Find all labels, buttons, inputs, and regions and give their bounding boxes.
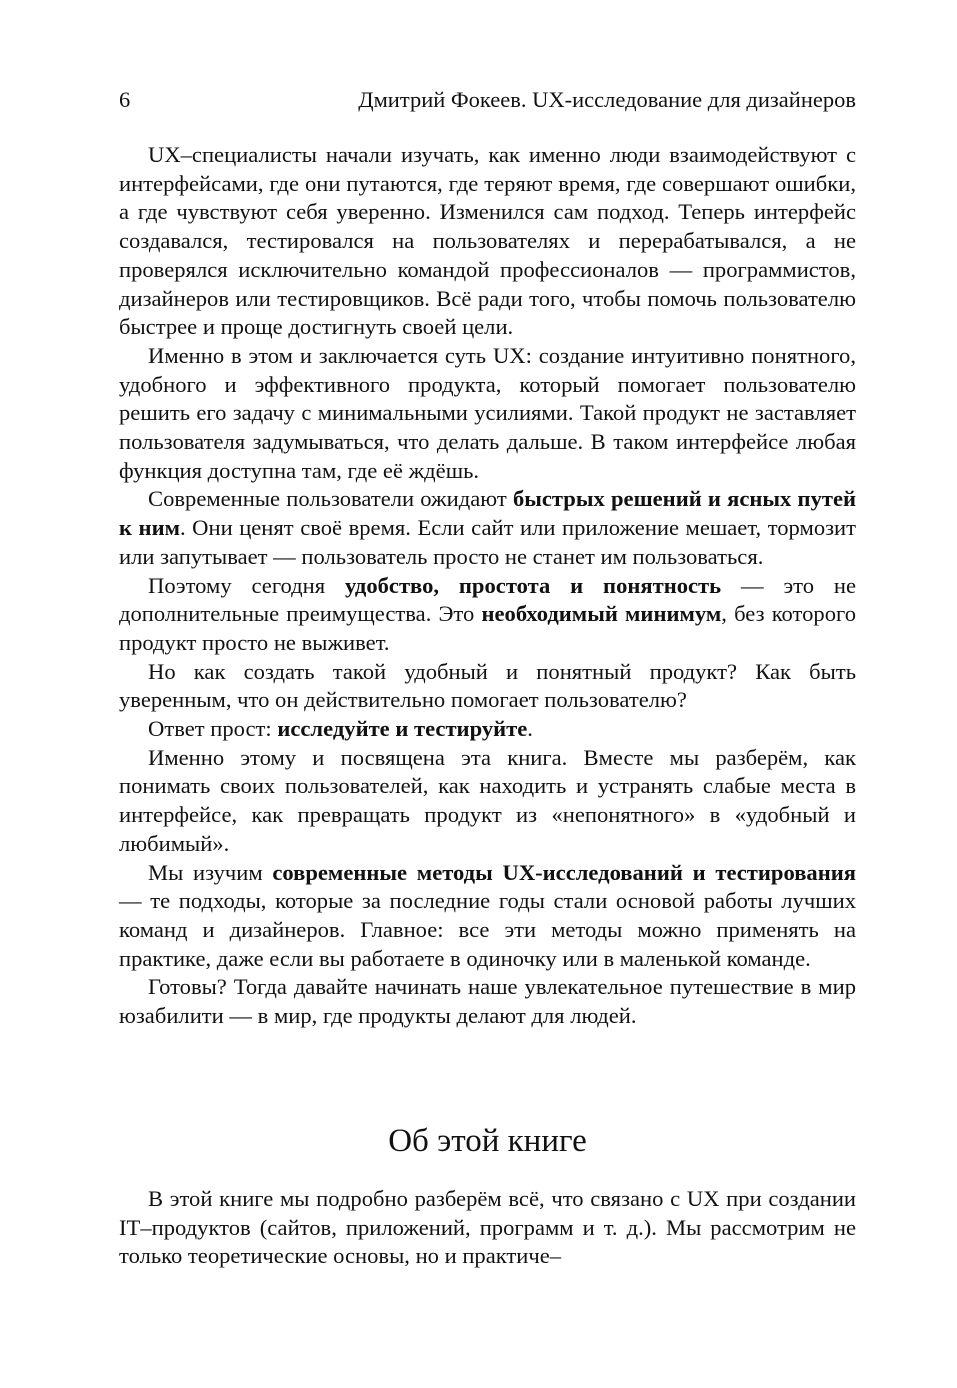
text-run: — это не дополнительные преимущества. Это bbox=[119, 572, 856, 627]
page-number: 6 bbox=[119, 87, 131, 112]
text-run: Современные пользователи ожидают bbox=[148, 486, 513, 512]
section-heading: Об этой книге bbox=[388, 1123, 587, 1159]
bold-phrase: исследуйте и тестируйте bbox=[277, 716, 528, 742]
paragraph bbox=[119, 715, 856, 744]
running-title: Дмитрий Фокеев. UX-исследование для дизайнеров bbox=[358, 87, 856, 112]
text-run: Именно в этом и заключается суть UX: создание интуитивно понятного, удобного и эффективного продукта, который помогает пользователю решить его задачу с минимальными усилиями. Такой продукт не заставляет пользователя задумываться, что делать дальше. В таком интерфейсе любая функция доступна там, где её ждёшь. bbox=[119, 342, 856, 483]
paragraph bbox=[119, 973, 856, 1030]
text-run: Но как создать такой удобный и понятный продукт? Как быть уверенным, что он действительно помогает пользователю? bbox=[119, 658, 856, 713]
text-run: UX–специалисты начали изучать, как именно люди взаимодействуют с интерфейсами, где они путаются, где теряют время, где совершают ошибки, а где чувствуют себя уверенно. Изменился сам подход. Теперь интерфейс создавался, тестировался на пользователях и перерабатывался, а не проверялся исключительно командой профессионалов — программистов, дизайнеров или тестировщиков. Всё ради того, чтобы помочь пользователю быстрее и проще достигнуть своей цели. bbox=[119, 142, 856, 340]
text-run: Готовы? Тогда давайте начинать наше увлекательное путешествие в мир юзабилити — в мир, где продукты делают для людей. bbox=[119, 974, 856, 1029]
text-run: В этой книге мы подробно разберём всё, что связано с UX при создании IT–продуктов (сайтов, приложений, программ и т. д.). Мы рассмотрим не только теоретические основы, но и практиче– bbox=[119, 1186, 856, 1269]
paragraph bbox=[119, 744, 856, 859]
paragraph bbox=[119, 485, 856, 571]
text-run: — те подходы, которые за последние годы стали основой работы лучших команд и дизайнеров. Главное: все эти методы можно применять на практике, даже если вы работаете в одиночку или в маленькой команде. bbox=[119, 888, 856, 971]
text-run: , без которого продукт просто не выживет. bbox=[119, 601, 856, 655]
text-run: . bbox=[527, 716, 533, 742]
text-run: Ответ прост: bbox=[148, 716, 278, 742]
text-run: Именно этому и посвящена эта книга. Вместе мы разберём, как понимать своих пользователей, как находить и устранять слабые места в интерфейсе, как превращать продукт из «непонятного» в «удобный и любимый». bbox=[119, 744, 856, 856]
paragraph bbox=[119, 342, 856, 486]
section-body-text bbox=[119, 1185, 856, 1271]
text-run: Мы изучим bbox=[148, 859, 273, 885]
paragraph bbox=[119, 658, 856, 715]
text-run: . Они ценят своё время. Если сайт или приложение мешает, тормозит или запутывает — пользователь просто не станет им пользоваться. bbox=[119, 515, 857, 569]
bold-phrase: современные методы UX-исследований и тестирования bbox=[272, 859, 856, 885]
bold-phrase: удобство, простота и понятность bbox=[345, 572, 722, 598]
bold-phrase: быстрых решений и ясных путей к ним bbox=[119, 486, 857, 541]
paragraph bbox=[119, 572, 856, 658]
paragraph bbox=[119, 1185, 856, 1271]
body-text bbox=[119, 141, 856, 1031]
running-head bbox=[119, 86, 856, 114]
text-run: Поэтому сегодня bbox=[148, 572, 346, 598]
paragraph bbox=[119, 859, 856, 974]
paragraph bbox=[119, 141, 856, 342]
bold-phrase: необходимый минимум bbox=[481, 601, 722, 627]
